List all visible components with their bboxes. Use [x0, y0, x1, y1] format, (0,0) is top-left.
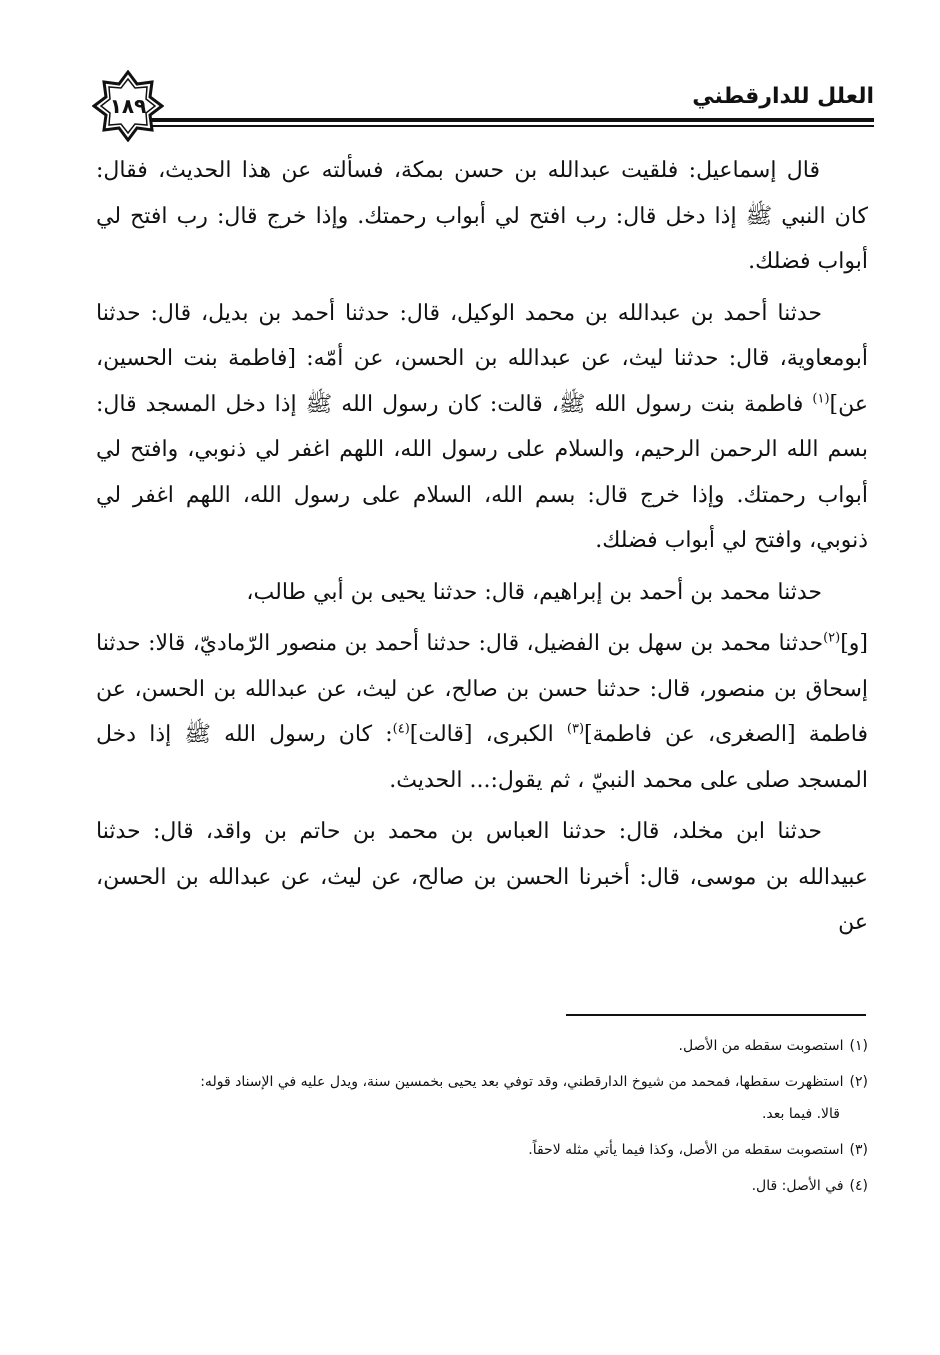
- footnote-1: [96, 1030, 868, 1062]
- paragraph-2: [96, 291, 868, 564]
- footnote-text: استظهرت سقطها، فمحمد من شيوخ الدارقطني، وقد توفي بعد يحيى بخمسين سنة، ويدل عليه في الإسناد قوله:: [200, 1074, 844, 1090]
- paragraph-text: حدثنا أحمد بن عبدالله بن محمد الوكيل، قال: حدثنا أحمد بن بديل، قال: حدثنا أبومعاوية، قال: حدثنا ليث، عن عبدالله بن الحسن، عن أمّه: [فاطمة بنت الحسين، عن]: [96, 300, 869, 417]
- footnote-text: في الأصل: قال.: [751, 1178, 844, 1194]
- book-title: العلل للدارقطني: [692, 84, 874, 109]
- footnote-text: استصوبت سقطه من الأصل.: [678, 1038, 844, 1054]
- paragraph-text: قال إسماعيل: فلقيت عبدالله بن حسن بمكة، فسألته عن هذا الحديث، فقال: كان النبي ﷺ إذا دخل قال: رب افتح لي أبواب رحمتك. وإذا خرج قال: رب افتح لي أبواب فضلك.: [96, 158, 868, 274]
- paragraph-text: حدثنا محمد بن سهل بن الفضيل، قال: حدثنا أحمد بن منصور الرّماديّ، قالا: حدثنا إسحاق بن منصور، قال: حدثنا حسن بن صالح، عن ليث، عن عبدالله بن الحسن، عن فاطمة [الصغرى، عن فاطمة]: [96, 631, 868, 747]
- page-number-badge: [92, 70, 164, 142]
- paragraph-text: [و]: [840, 631, 868, 656]
- paragraph-4: [96, 621, 868, 803]
- footnotes: [96, 1030, 868, 1206]
- footnote-number: (٣): [849, 1142, 868, 1158]
- main-text: [96, 148, 868, 952]
- paragraph-1: [96, 148, 868, 285]
- paragraph-text: حدثنا محمد بن أحمد بن إبراهيم، قال: حدثنا يحيى بن أبي طالب،: [246, 579, 822, 605]
- paragraph-text: : كان رسول الله ﷺ إذا دخل المسجد صلى على محمد النبيّ ، ثم يقول:... الحديث.: [96, 722, 868, 793]
- footnote-number: (١): [849, 1038, 868, 1054]
- paragraph-text: حدثنا ابن مخلد، قال: حدثنا العباس بن محمد بن حاتم بن واقد، قال: حدثنا عبيدالله بن موسى، قال: أخبرنا الحسن بن صالح، عن ليث، عن عبدالله بن الحسن، عن: [96, 819, 868, 935]
- footnote-number: (٢): [849, 1074, 868, 1090]
- footnote-ref-2[interactable]: (٢): [823, 630, 841, 646]
- paragraph-text: الكبرى، [قالت]: [409, 722, 554, 747]
- header-rule-thick: [152, 118, 874, 122]
- page-number: ١٨٩: [109, 94, 147, 118]
- footnote-ref-4[interactable]: (٤): [392, 721, 410, 737]
- paragraph-text: فاطمة بنت رسول الله ﷺ، قالت: كان رسول الله ﷺ إذا دخل المسجد قال: بسم الله الرحمن الرحيم، والسلام على رسول الله، اللهم اغفر لي ذنوبي، وافتح لي أبواب رحمتك. وإذا خرج قال: بسم الله، السلام على رسول الله، اللهم اغفر لي ذنوبي، وافتح لي أبواب فضلك.: [96, 391, 868, 553]
- footnote-ref-3[interactable]: (٣): [566, 721, 585, 737]
- footnote-ref-1[interactable]: (١): [812, 391, 830, 407]
- footnote-text: استصوبت سقطه من الأصل، وكذا فيما يأتي مثله لاحقاً.: [528, 1142, 844, 1158]
- footnote-2: [96, 1066, 868, 1130]
- footnote-separator: [566, 1014, 866, 1016]
- footnote-text-continued: قالا. فيما بعد.: [761, 1106, 840, 1122]
- header-rule-thin: [152, 125, 874, 127]
- footnote-3: [96, 1134, 868, 1166]
- footnote-4: [96, 1170, 868, 1202]
- paragraph-5: [96, 809, 868, 946]
- page-header: [92, 70, 874, 140]
- paragraph-3: [96, 570, 868, 616]
- footnote-number: (٤): [849, 1178, 868, 1194]
